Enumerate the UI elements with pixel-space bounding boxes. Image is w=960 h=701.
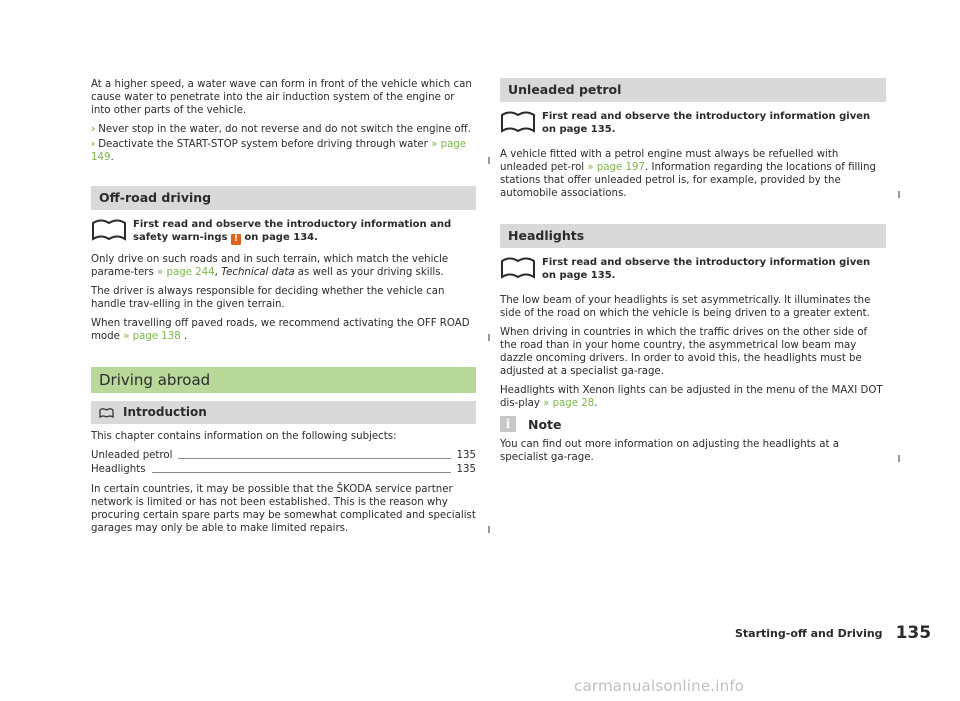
book-icon: [500, 109, 536, 133]
toc-label: Headlights: [91, 464, 146, 475]
read-note: [500, 254, 886, 282]
technical-data-italic: Technical data: [221, 267, 295, 278]
bullet-text: Deactivate the START-STOP system before driving through water: [98, 139, 428, 150]
headlights-paragraph-3: [500, 384, 886, 410]
right-column: [500, 78, 886, 470]
page-197-link[interactable]: » page 197: [587, 162, 645, 173]
bullet-text: Never stop in the water, do not reverse and do not switch the engine off.: [98, 124, 471, 135]
water-wave-paragraph: At a higher speed, a water wave can form in front of the vehicle which can cause water to penetrate into the air induction system of the engine or into other parts of the vehicle.: [91, 79, 472, 116]
read-note-text: First read and observe the introductory information given on page 135.: [542, 257, 871, 281]
bullet-arrow-icon: ›: [91, 139, 96, 150]
toc-list: [91, 449, 476, 476]
text: .: [180, 331, 188, 342]
chapter-heading: Driving abroad: [91, 367, 476, 393]
watermark: carmanualsonline.info: [574, 677, 745, 695]
text: . Information regarding the locations of filling stations that offer unleaded petrol is, for example, provided by the automobile associations.: [500, 162, 876, 199]
headlights-heading: Headlights: [500, 224, 886, 248]
book-icon: [91, 217, 127, 241]
page-138-link[interactable]: » page 138: [123, 331, 181, 342]
introduction-title: Introduction: [123, 405, 207, 419]
page-footer: [735, 623, 932, 643]
note-text-a: First read and observe the introductory information and safety warn-ings: [133, 219, 452, 243]
note-body: [500, 438, 886, 464]
text: A vehicle fitted with a petrol engine must always be refuelled with unleaded pet-rol: [500, 149, 839, 173]
text: Only drive on such roads and in such terrain, which match the vehicle parame-ters: [91, 254, 449, 278]
toc-intro: This chapter contains information on the following subjects:: [91, 431, 397, 442]
text: When travelling off paved roads, we recommend activating the OFF ROAD mode: [91, 318, 470, 342]
page-244-link[interactable]: » page 244: [157, 267, 215, 278]
bullet-item: [91, 123, 476, 136]
read-note: [500, 108, 886, 136]
introduction-heading: [91, 401, 476, 424]
note-title: Note: [528, 416, 562, 432]
text: You can find out more information on adjusting the headlights at a specialist ga-rage.: [500, 439, 839, 463]
page-28-link[interactable]: » page 28: [543, 398, 595, 409]
book-icon: [99, 407, 114, 418]
info-icon: i: [500, 416, 516, 432]
toc-page: 135: [456, 450, 476, 461]
footer-section-label: Starting-off and Driving: [735, 627, 883, 640]
bullet-item: [91, 138, 476, 164]
page-number: 135: [895, 623, 932, 643]
note-heading: [500, 416, 886, 432]
abroad-paragraph: [91, 483, 476, 535]
punctuation: .: [110, 152, 114, 163]
warning-icon: !: [231, 234, 241, 245]
offroad-heading: Off-road driving: [91, 186, 476, 210]
offroad-paragraph-2: The driver is always responsible for deciding whether the vehicle can handle trav-elling in the given terrain.: [91, 286, 445, 310]
toc-leader: [178, 458, 450, 459]
read-note-text: [133, 216, 476, 245]
text: .: [594, 398, 598, 409]
toc-row[interactable]: [91, 463, 476, 476]
note-text-b: on page 134.: [240, 232, 318, 243]
text: In certain countries, it may be possible that the ŠKODA service partner network is limited or has not been established. This is the reason why procuring certain spare parts may be somewhat complicated and specialist garages may only be able to make limited repairs.: [91, 484, 476, 534]
read-note: [91, 216, 476, 245]
toc-row[interactable]: [91, 449, 476, 462]
toc-label: Unleaded petrol: [91, 450, 173, 461]
text: as well as your driving skills.: [294, 267, 444, 278]
headlights-paragraph-1: The low beam of your headlights is set asymmetrically. It illuminates the side of the road on which the vehicle is being driven to a greater extent.: [500, 295, 871, 319]
offroad-paragraph-3: [91, 317, 476, 343]
bullet-arrow-icon: ›: [91, 124, 96, 135]
book-icon: [500, 255, 536, 279]
offroad-paragraph-1: [91, 253, 476, 279]
toc-page: 135: [456, 464, 476, 475]
text: Headlights with Xenon lights can be adjusted in the menu of the MAXI DOT dis-play: [500, 385, 883, 409]
petrol-paragraph: [500, 148, 886, 200]
page-149-link[interactable]: » page 149: [91, 139, 467, 163]
read-note-text: First read and observe the introductory information given on page 135.: [542, 111, 871, 135]
unleaded-petrol-heading: Unleaded petrol: [500, 78, 886, 102]
left-column: [91, 78, 476, 541]
headlights-paragraph-2: When driving in countries in which the traffic drives on the other side of the road than in your home country, the asymmetrical low beam may dazzle oncoming drivers. In order to avoid this, the headlights must be adjusted at a specialist ga-rage.: [500, 327, 868, 377]
text: ,: [214, 267, 222, 278]
toc-leader: [152, 472, 451, 473]
